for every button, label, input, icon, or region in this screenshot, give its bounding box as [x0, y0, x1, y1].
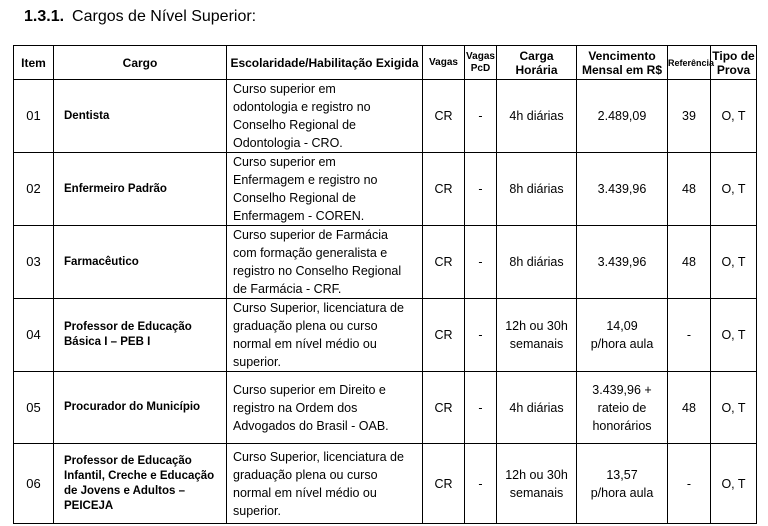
cell-item: 01 — [14, 80, 54, 153]
cell-escolaridade: Curso superior em Enfermagem e registro no Conselho Regional de Enfermagem - COREN. — [227, 153, 423, 226]
header-tipo-prova: Tipo de Prova — [711, 46, 757, 80]
cell-tipo-prova: O, T — [711, 80, 757, 153]
cell-vagas-pcd: - — [465, 226, 497, 299]
cell-vagas: CR — [423, 153, 465, 226]
header-item: Item — [14, 46, 54, 80]
cell-tipo-prova: O, T — [711, 444, 757, 524]
cell-vagas-pcd: - — [465, 372, 497, 444]
section-heading — [24, 8, 256, 26]
cell-item: 04 — [14, 299, 54, 372]
cell-vencimento: 13,57 p/hora aula — [577, 444, 668, 524]
cell-escolaridade: Curso Superior, licenciatura de graduação plena ou curso normal em nível médio ou superior. — [227, 299, 423, 372]
cell-tipo-prova: O, T — [711, 153, 757, 226]
cell-cargo: Procurador do Município — [54, 372, 227, 444]
header-carga-horaria: Carga Horária — [497, 46, 577, 80]
cell-item: 02 — [14, 153, 54, 226]
header-vagas-pcd: Vagas PcD — [465, 46, 497, 80]
cell-escolaridade: Curso superior de Farmácia com formação generalista e registro no Conselho Regional de Farmácia - CRF. — [227, 226, 423, 299]
section-title: Cargos de Nível Superior: — [72, 8, 257, 25]
cell-carga-horaria: 8h diárias — [497, 226, 577, 299]
header-cargo: Cargo — [54, 46, 227, 80]
cell-cargo: Enfermeiro Padrão — [54, 153, 227, 226]
cell-referencia: 48 — [668, 153, 711, 226]
header-vagas: Vagas — [423, 46, 465, 80]
cell-escolaridade: Curso superior em odontologia e registro no Conselho Regional de Odontologia - CRO. — [227, 80, 423, 153]
table-row — [14, 444, 757, 524]
table-row — [14, 299, 757, 372]
positions-table — [13, 45, 757, 524]
section-number: 1.3.1. — [24, 8, 65, 25]
cell-cargo: Professor de Educação Infantil, Creche e Educação de Jovens e Adultos – PEICEJA — [54, 444, 227, 524]
table-row — [14, 372, 757, 444]
cell-vagas: CR — [423, 444, 465, 524]
cell-carga-horaria: 12h ou 30h semanais — [497, 444, 577, 524]
cell-vencimento: 3.439,96 + rateio de honorários — [577, 372, 668, 444]
cell-cargo: Dentista — [54, 80, 227, 153]
cell-item: 05 — [14, 372, 54, 444]
cell-vagas: CR — [423, 80, 465, 153]
cell-carga-horaria: 4h diárias — [497, 372, 577, 444]
cell-item: 06 — [14, 444, 54, 524]
table-row — [14, 226, 757, 299]
cell-item: 03 — [14, 226, 54, 299]
cell-vencimento: 2.489,09 — [577, 80, 668, 153]
cell-cargo: Farmacêutico — [54, 226, 227, 299]
cell-vagas-pcd: - — [465, 299, 497, 372]
cell-vagas-pcd: - — [465, 444, 497, 524]
cell-tipo-prova: O, T — [711, 299, 757, 372]
cell-cargo: Professor de Educação Básica I – PEB I — [54, 299, 227, 372]
cell-referencia: 39 — [668, 80, 711, 153]
cell-referencia: 48 — [668, 226, 711, 299]
header-vencimento: Vencimento Mensal em R$ — [577, 46, 668, 80]
cell-carga-horaria: 4h diárias — [497, 80, 577, 153]
table-header-row — [14, 46, 757, 80]
cell-vagas: CR — [423, 226, 465, 299]
table-row — [14, 80, 757, 153]
cell-referencia: - — [668, 299, 711, 372]
cell-tipo-prova: O, T — [711, 372, 757, 444]
cell-vagas: CR — [423, 372, 465, 444]
cell-vagas: CR — [423, 299, 465, 372]
header-escolaridade: Escolaridade/Habilitação Exigida — [227, 46, 423, 80]
cell-vagas-pcd: - — [465, 80, 497, 153]
cell-referencia: 48 — [668, 372, 711, 444]
cell-escolaridade: Curso superior em Direito e registro na Ordem dos Advogados do Brasil - OAB. — [227, 372, 423, 444]
cell-carga-horaria: 8h diárias — [497, 153, 577, 226]
cell-vagas-pcd: - — [465, 153, 497, 226]
header-referencia: Referência — [668, 46, 711, 80]
cell-vencimento: 3.439,96 — [577, 226, 668, 299]
cell-referencia: - — [668, 444, 711, 524]
cell-escolaridade: Curso Superior, licenciatura de graduação plena ou curso normal em nível médio ou superior. — [227, 444, 423, 524]
cell-carga-horaria: 12h ou 30h semanais — [497, 299, 577, 372]
cell-vencimento: 14,09 p/hora aula — [577, 299, 668, 372]
table-row — [14, 153, 757, 226]
cell-vencimento: 3.439,96 — [577, 153, 668, 226]
cell-tipo-prova: O, T — [711, 226, 757, 299]
